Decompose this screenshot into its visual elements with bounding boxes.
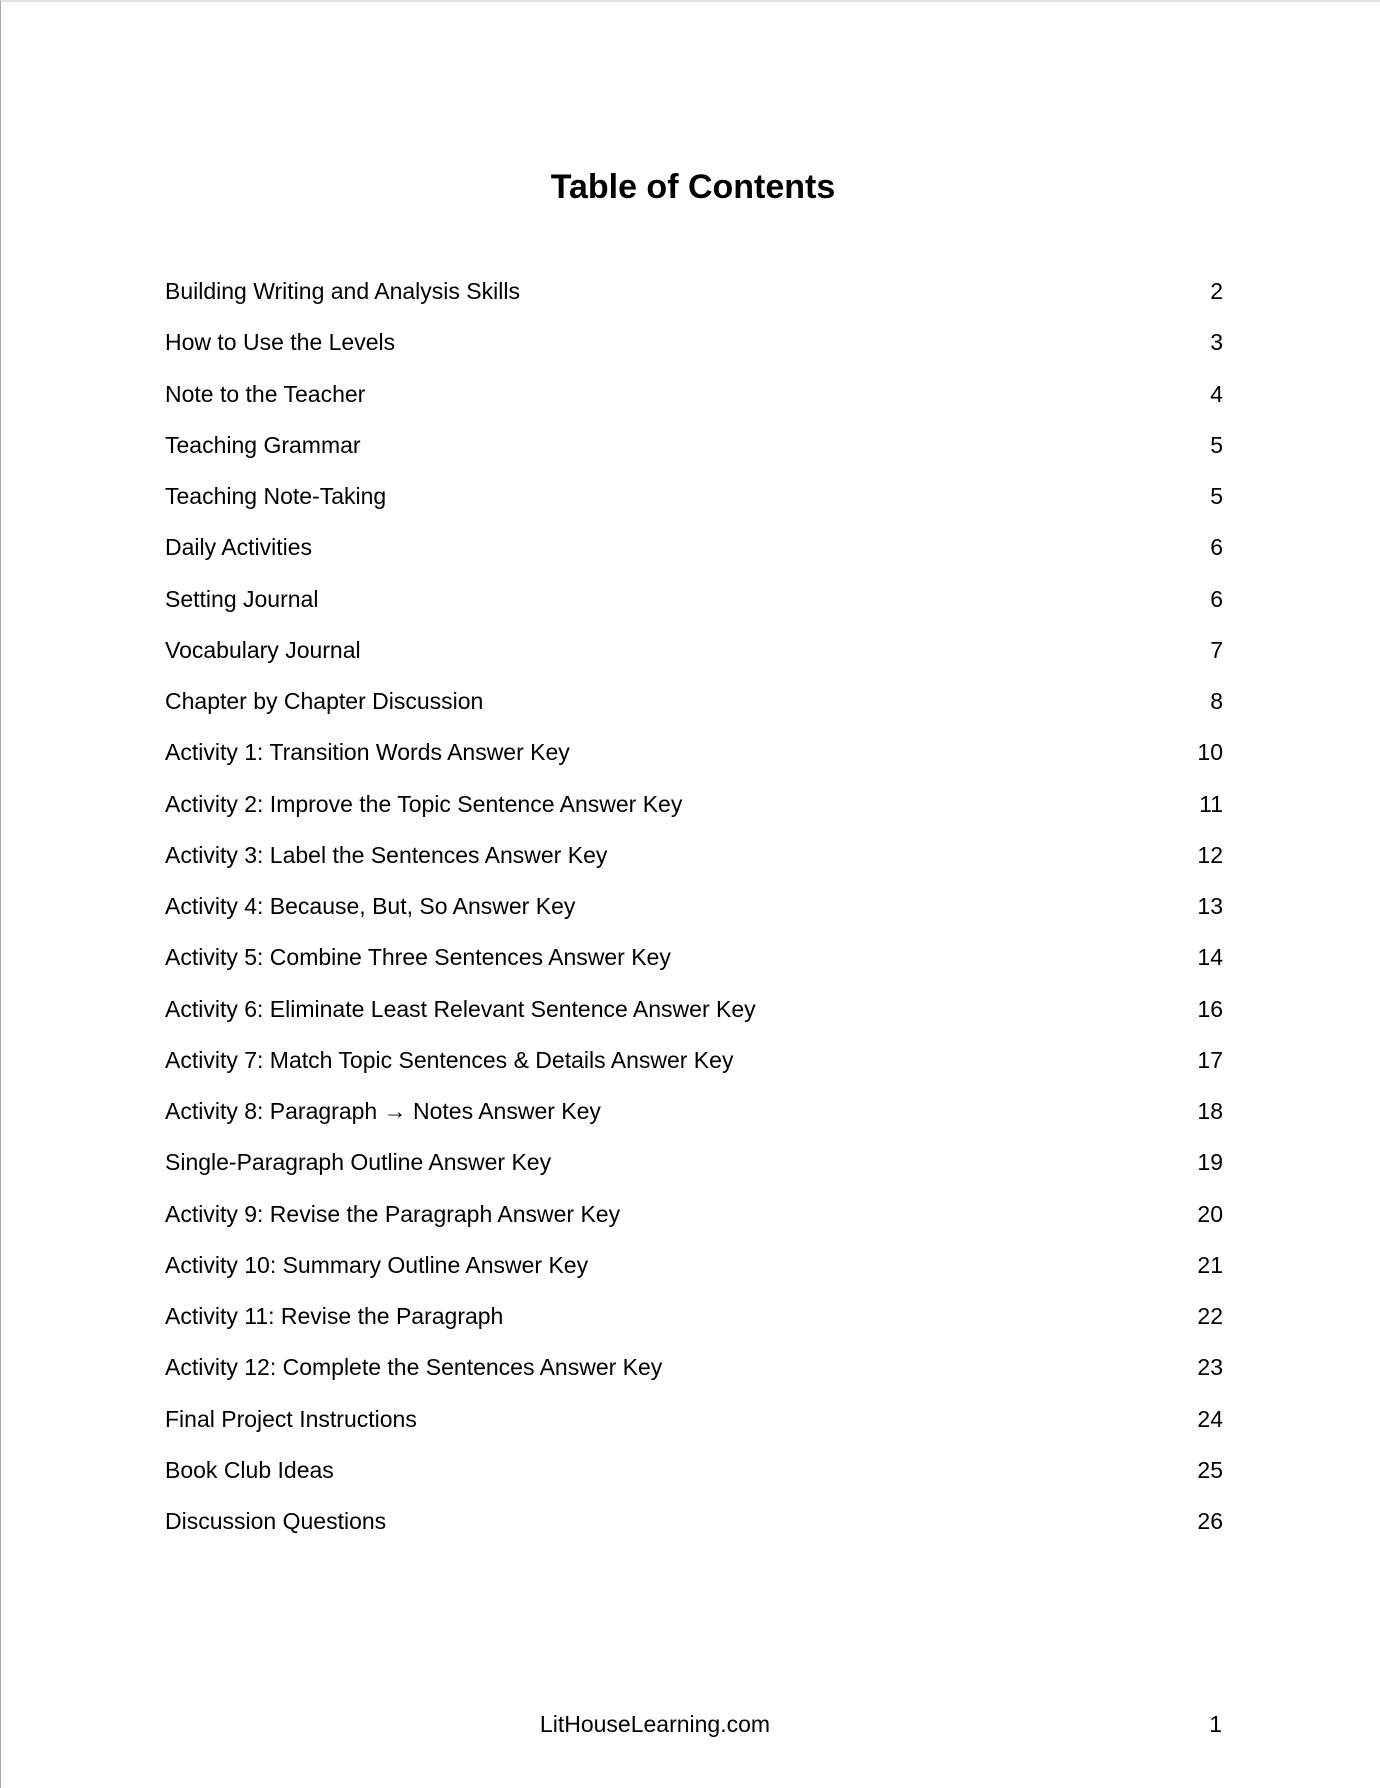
toc-entry-title: Setting Journal	[165, 585, 319, 612]
toc-entry-title: Activity 3: Label the Sentences Answer Key	[165, 841, 608, 868]
toc-entry[interactable]	[165, 431, 1223, 482]
toc-entry-page: 25	[1197, 1456, 1223, 1483]
page-title: Table of Contents	[550, 168, 836, 206]
toc-entry-title: Book Club Ideas	[165, 1456, 334, 1483]
toc-entry-title: Activity 9: Revise the Paragraph Answer Key	[165, 1200, 621, 1227]
toc-entry-title: Note to the Teacher	[165, 380, 366, 407]
toc-entry[interactable]	[165, 380, 1223, 431]
toc-entry[interactable]	[165, 1353, 1223, 1404]
toc-entry-page: 21	[1197, 1251, 1223, 1278]
toc-entry-title: Teaching Note-Taking	[165, 483, 387, 509]
toc-entry-page: 6	[1210, 585, 1223, 612]
toc-entry-title: Activity 2: Improve the Topic Sentence Answer Key	[165, 790, 683, 817]
toc-entry[interactable]	[165, 533, 1223, 584]
toc-entry-title: Activity 6: Eliminate Least Relevant Sentence Answer Key	[165, 995, 756, 1022]
toc-entry-title: Activity 7: Match Topic Sentences & Details Answer Key	[165, 1046, 734, 1073]
toc-entry[interactable]	[165, 995, 1223, 1046]
toc-entry[interactable]	[165, 1456, 1223, 1507]
toc-entry-title: Activity 10: Summary Outline Answer Key	[165, 1251, 589, 1278]
toc-entry[interactable]	[165, 1302, 1223, 1353]
toc-entry-title: Activity 1: Transition Words Answer Key	[165, 739, 570, 766]
toc-entry[interactable]	[165, 1148, 1223, 1199]
toc-entry[interactable]	[165, 790, 1223, 841]
toc-entry[interactable]	[165, 1200, 1223, 1251]
toc-entry-page: 23	[1197, 1354, 1223, 1381]
toc-entry-page: 5	[1210, 431, 1223, 458]
toc-entry[interactable]	[165, 1507, 1223, 1558]
toc-entry-page: 10	[1197, 739, 1223, 766]
toc-entry-page: 4	[1210, 380, 1223, 407]
toc-entry-title: Building Writing and Analysis Skills	[165, 278, 520, 304]
toc-entry-page: 22	[1197, 1303, 1223, 1329]
toc-entry-title: Activity 8: Paragraph → Notes Answer Key	[165, 1098, 601, 1124]
toc-entry-title: Teaching Grammar	[165, 431, 361, 458]
toc-entry[interactable]	[165, 738, 1223, 789]
toc-entry[interactable]	[165, 482, 1223, 533]
toc-entry[interactable]	[165, 943, 1223, 994]
toc-entry[interactable]	[165, 1097, 1223, 1148]
toc-entry-page: 14	[1197, 944, 1223, 971]
toc-entry-page: 19	[1197, 1149, 1223, 1176]
toc-entry-page: 2	[1210, 278, 1223, 304]
toc-entry[interactable]	[165, 1405, 1223, 1456]
toc-entry[interactable]	[165, 841, 1223, 892]
toc-entry-title: Activity 12: Complete the Sentences Answer Key	[165, 1354, 663, 1381]
toc-entry[interactable]	[165, 277, 1223, 328]
toc-entry-title: Chapter by Chapter Discussion	[165, 688, 484, 714]
toc-entry-page: 6	[1210, 534, 1223, 561]
toc-entry-title: Final Project Instructions	[165, 1405, 417, 1432]
toc-entry-page: 26	[1197, 1508, 1223, 1534]
toc-entry[interactable]	[165, 636, 1223, 687]
toc-entry[interactable]	[165, 1046, 1223, 1097]
toc-entry-title: Activity 11: Revise the Paragraph	[165, 1303, 504, 1329]
toc-entry-page: 24	[1197, 1405, 1223, 1432]
toc-entry[interactable]	[165, 328, 1223, 379]
toc-entry-page: 13	[1197, 893, 1223, 919]
table-of-contents	[165, 277, 1223, 1558]
toc-entry-page: 8	[1210, 688, 1223, 714]
toc-entry-page: 12	[1197, 841, 1223, 868]
toc-entry[interactable]	[165, 687, 1223, 738]
footer-page-number: 1	[1209, 1711, 1222, 1737]
footer-website: LitHouseLearning.com	[539, 1711, 771, 1737]
toc-entry-page: 20	[1197, 1200, 1223, 1227]
toc-entry-page: 7	[1210, 636, 1223, 663]
toc-entry-title: How to Use the Levels	[165, 329, 396, 356]
toc-entry-title: Daily Activities	[165, 534, 312, 561]
toc-entry-page: 11	[1199, 790, 1223, 817]
toc-entry[interactable]	[165, 1251, 1223, 1302]
toc-entry-page: 3	[1210, 329, 1223, 356]
toc-entry-page: 17	[1197, 1046, 1223, 1073]
toc-entry-title: Single-Paragraph Outline Answer Key	[165, 1149, 552, 1176]
toc-entry-page: 16	[1197, 995, 1223, 1022]
toc-entry-title: Discussion Questions	[165, 1508, 387, 1534]
toc-entry-page: 5	[1210, 483, 1223, 509]
toc-entry[interactable]	[165, 892, 1223, 943]
toc-entry[interactable]	[165, 585, 1223, 636]
toc-entry-title: Activity 5: Combine Three Sentences Answer Key	[165, 944, 671, 971]
toc-entry-title: Activity 4: Because, But, So Answer Key	[165, 893, 576, 919]
toc-entry-title: Vocabulary Journal	[165, 636, 361, 663]
toc-entry-page: 18	[1197, 1098, 1223, 1124]
